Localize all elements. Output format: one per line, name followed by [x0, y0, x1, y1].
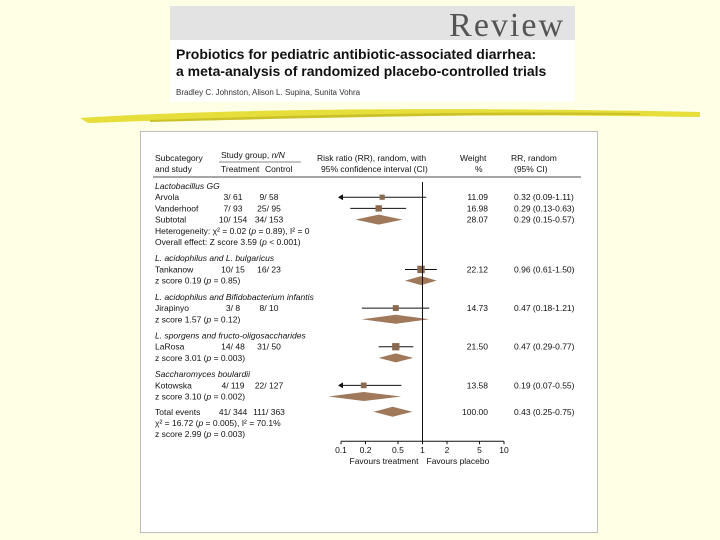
group-5-study-1-ci-line-arrow — [338, 382, 343, 388]
group-4-study-1-name: LaRosa — [155, 341, 185, 352]
group-5-study-1-weight: 13.58 — [466, 380, 488, 391]
group-2-pooled-diamond — [405, 276, 437, 285]
x-tick-label-3: 0.5 — [392, 445, 404, 456]
group-1-name: Lactobacillus GG — [155, 181, 220, 191]
x-tick-label-2: 0.2 — [359, 445, 372, 456]
total-rr-estimate: 0.43 (0.25-0.75) — [514, 406, 575, 417]
group-2-study-1-weight: 22.12 — [466, 264, 488, 275]
group-3-study-1-marker — [393, 305, 399, 311]
column-header-subcategory: Subcategory — [155, 153, 203, 163]
group-5-study-1-rr-estimate: 0.19 (0.07-0.55) — [514, 380, 575, 391]
total-treatment: 41/ 344 — [218, 406, 248, 417]
group-5-study-1-name: Kotowska — [155, 380, 192, 391]
group-3-effect: z score 1.57 (p = 0.12) — [155, 314, 241, 325]
group-1-subtotal-treatment: 10/ 154 — [218, 214, 248, 225]
group-5-study-1-marker — [361, 383, 367, 389]
group-1-study-1-control: 9/ 58 — [259, 192, 279, 203]
group-1-study-1-marker — [380, 195, 385, 200]
x-tick-label-5: 2 — [444, 445, 450, 456]
x-tick-label-4: 1 — [420, 445, 425, 456]
group-1-study-1-ci-line-arrow — [338, 194, 343, 200]
group-3-study-1-name: Jirapinyo — [155, 303, 190, 314]
group-1-study-2-treatment: 7/ 93 — [223, 203, 243, 214]
group-2-study-1-name: Tankanow — [155, 264, 194, 275]
group-2-study-1-control: 16/ 23 — [257, 264, 281, 275]
column-header-control: Control — [265, 164, 293, 174]
group-3-study-1-rr-estimate: 0.47 (0.18-1.21) — [514, 303, 575, 314]
group-3-name: L. acidophilus and Bifidobacterium infantis — [155, 291, 314, 302]
group-5-effect: z score 3.10 (p = 0.002) — [155, 391, 246, 402]
total-name: Total events — [155, 406, 201, 417]
group-2-effect: z score 0.19 (p = 0.85) — [155, 275, 241, 286]
total-heterogeneity: χ² = 16.72 (p = 0.005), I² = 70.1% — [155, 418, 281, 428]
group-5-pooled-diamond — [328, 392, 401, 401]
x-axis-right-label: Favours placebo — [426, 456, 490, 467]
x-tick-label-1: 0.1 — [335, 445, 347, 456]
group-4-name: L. sporgens and fructo-oligosaccharides — [155, 330, 306, 341]
article-title — [176, 46, 546, 80]
column-header-rr-ci: (95% CI) — [514, 164, 548, 174]
group-1-study-1-name: Arvola — [155, 192, 180, 203]
total-effect: z score 2.99 (p = 0.003) — [155, 429, 246, 440]
group-2-study-1-rr-estimate: 0.96 (0.61-1.50) — [514, 264, 575, 275]
group-1-study-1-weight: 11.09 — [467, 192, 488, 203]
total-control: 111/ 363 — [253, 406, 285, 417]
group-1-study-2-rr-estimate: 0.29 (0.13-0.63) — [514, 203, 575, 214]
group-4-effect: z score 3.01 (p = 0.003) — [155, 352, 246, 363]
article-title-line2: a meta-analysis of randomized placebo-controlled trials — [176, 63, 547, 79]
column-header-study: and study — [155, 164, 192, 174]
group-1-subtotal-diamond — [355, 215, 402, 225]
group-4-study-1-control: 31/ 50 — [257, 341, 281, 352]
group-2-study-1-marker — [417, 266, 424, 273]
column-header-confidence-interval: 95% confidence interval (CI) — [321, 164, 428, 174]
column-header-study-group: Study group, n/N — [221, 150, 285, 160]
group-5-study-1-control: 22/ 127 — [254, 380, 284, 391]
x-tick-label-7: 10 — [499, 445, 509, 456]
x-axis-left-label: Favours treatment — [349, 456, 419, 467]
group-3-study-1-treatment: 3/ 8 — [225, 303, 241, 314]
group-4-study-1-rr-estimate: 0.47 (0.29-0.77) — [514, 341, 575, 352]
group-4-study-1-treatment: 14/ 48 — [221, 341, 245, 352]
group-1-subtotal-rr-estimate: 0.29 (0.15-0.57) — [514, 214, 575, 225]
group-1-study-1-treatment: 3/ 61 — [223, 192, 243, 203]
group-3-pooled-diamond — [362, 315, 429, 324]
group-1-study-2-control: 25/ 95 — [257, 203, 281, 214]
article-header — [170, 6, 575, 102]
group-5-study-1-treatment: 4/ 119 — [221, 380, 245, 391]
group-3-study-1-control: 8/ 10 — [259, 303, 279, 314]
group-1-subtotal-name: Subtotal — [155, 214, 187, 225]
total-weight: 100.00 — [462, 406, 488, 417]
group-1-heterogeneity: Heterogeneity: χ² = 0.02 (p = 0.89), I² = 0 — [155, 225, 310, 236]
x-tick-label-6: 5 — [477, 445, 482, 456]
column-header-treatment: Treatment — [221, 164, 260, 174]
total-diamond — [373, 407, 412, 417]
column-header-weight-unit: % — [475, 164, 483, 174]
group-1-subtotal-weight: 28.07 — [466, 214, 488, 225]
group-1-study-1-rr-estimate: 0.32 (0.09-1.11) — [514, 192, 574, 203]
group-1-study-2-weight: 16.98 — [466, 203, 488, 214]
forest-plot-figure — [140, 131, 598, 533]
group-4-study-1-weight: 21.50 — [466, 341, 488, 352]
group-1-subtotal-control: 34/ 153 — [254, 214, 284, 225]
group-1-study-2-name: Vanderhoof — [155, 203, 199, 214]
article-authors: Bradley C. Johnston, Alison L. Supina, Sunita Vohra — [176, 88, 361, 97]
group-4-pooled-diamond — [379, 353, 414, 362]
group-3-study-1-weight: 14.73 — [466, 303, 488, 314]
group-4-study-1-marker — [392, 343, 399, 350]
group-1-effect: Overall effect: Z score 3.59 (p < 0.001) — [155, 237, 301, 247]
column-header-weight: Weight — [460, 153, 487, 163]
group-5-name: Saccharomyces boulardii — [155, 369, 250, 380]
group-2-name: L. acidophilus and L. bulgaricus — [155, 253, 275, 264]
group-1-study-2-marker — [375, 205, 381, 211]
journal-title: Review — [449, 7, 565, 44]
article-title-line1: Probiotics for pediatric antibiotic-associated diarrhea: — [176, 46, 537, 62]
column-header-risk-ratio: Risk ratio (RR), random, with — [317, 153, 427, 163]
column-header-rr-random: RR, random — [511, 153, 557, 163]
forest-plot — [141, 132, 597, 532]
group-2-study-1-treatment: 10/ 15 — [221, 264, 245, 275]
